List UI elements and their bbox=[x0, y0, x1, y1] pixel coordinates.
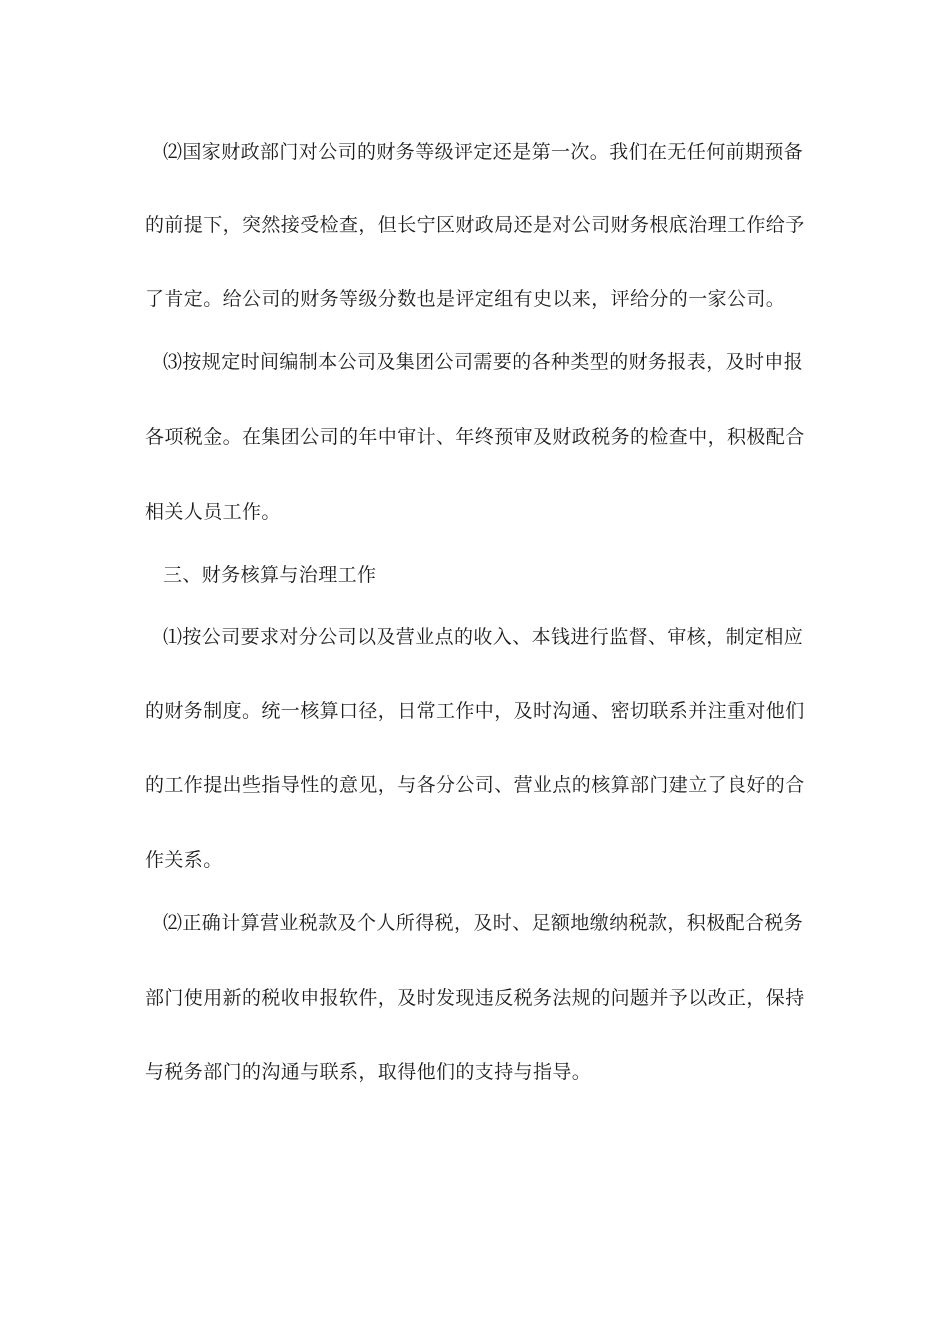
paragraph-line: 各项税金。在集团公司的年中审计、年终预审及财政税务的检查中，积极配合 bbox=[145, 426, 805, 448]
paragraph-line: 部门使用新的税收申报软件，及时发现违反税务法规的问题并予以改正，保持 bbox=[145, 987, 805, 1009]
paragraph-line: 了肯定。给公司的财务等级分数也是评定组有史以来，评给分的一家公司。 bbox=[145, 288, 786, 310]
paragraph-line: ⑵国家财政部门对公司的财务等级评定还是第一次。我们在无任何前期预备 bbox=[163, 141, 804, 163]
paragraph-line: ⑴按公司要求对分公司以及营业点的收入、本钱进行监督、审核，制定相应 bbox=[163, 626, 804, 648]
paragraph-line: ⑵正确计算营业税款及个人所得税，及时、足额地缴纳税款，积极配合税务 bbox=[163, 912, 804, 934]
paragraph-line: 的工作提出些指导性的意见，与各分公司、营业点的核算部门建立了良好的合 bbox=[145, 774, 805, 796]
paragraph-line: 与税务部门的沟通与联系，取得他们的支持与指导。 bbox=[145, 1061, 592, 1083]
paragraph-line: 的前提下，突然接受检查，但长宁区财政局还是对公司财务根底治理工作给予 bbox=[145, 214, 805, 236]
section-heading: 三、财务核算与治理工作 bbox=[163, 564, 377, 586]
paragraph-line: 的财务制度。统一核算口径，日常工作中，及时沟通、密切联系并注重对他们 bbox=[145, 700, 805, 722]
paragraph-line: ⑶按规定时间编制本公司及集团公司需要的各种类型的财务报表，及时申报 bbox=[163, 351, 804, 373]
paragraph-line: 相关人员工作。 bbox=[145, 501, 281, 523]
paragraph-line: 作关系。 bbox=[145, 849, 223, 871]
